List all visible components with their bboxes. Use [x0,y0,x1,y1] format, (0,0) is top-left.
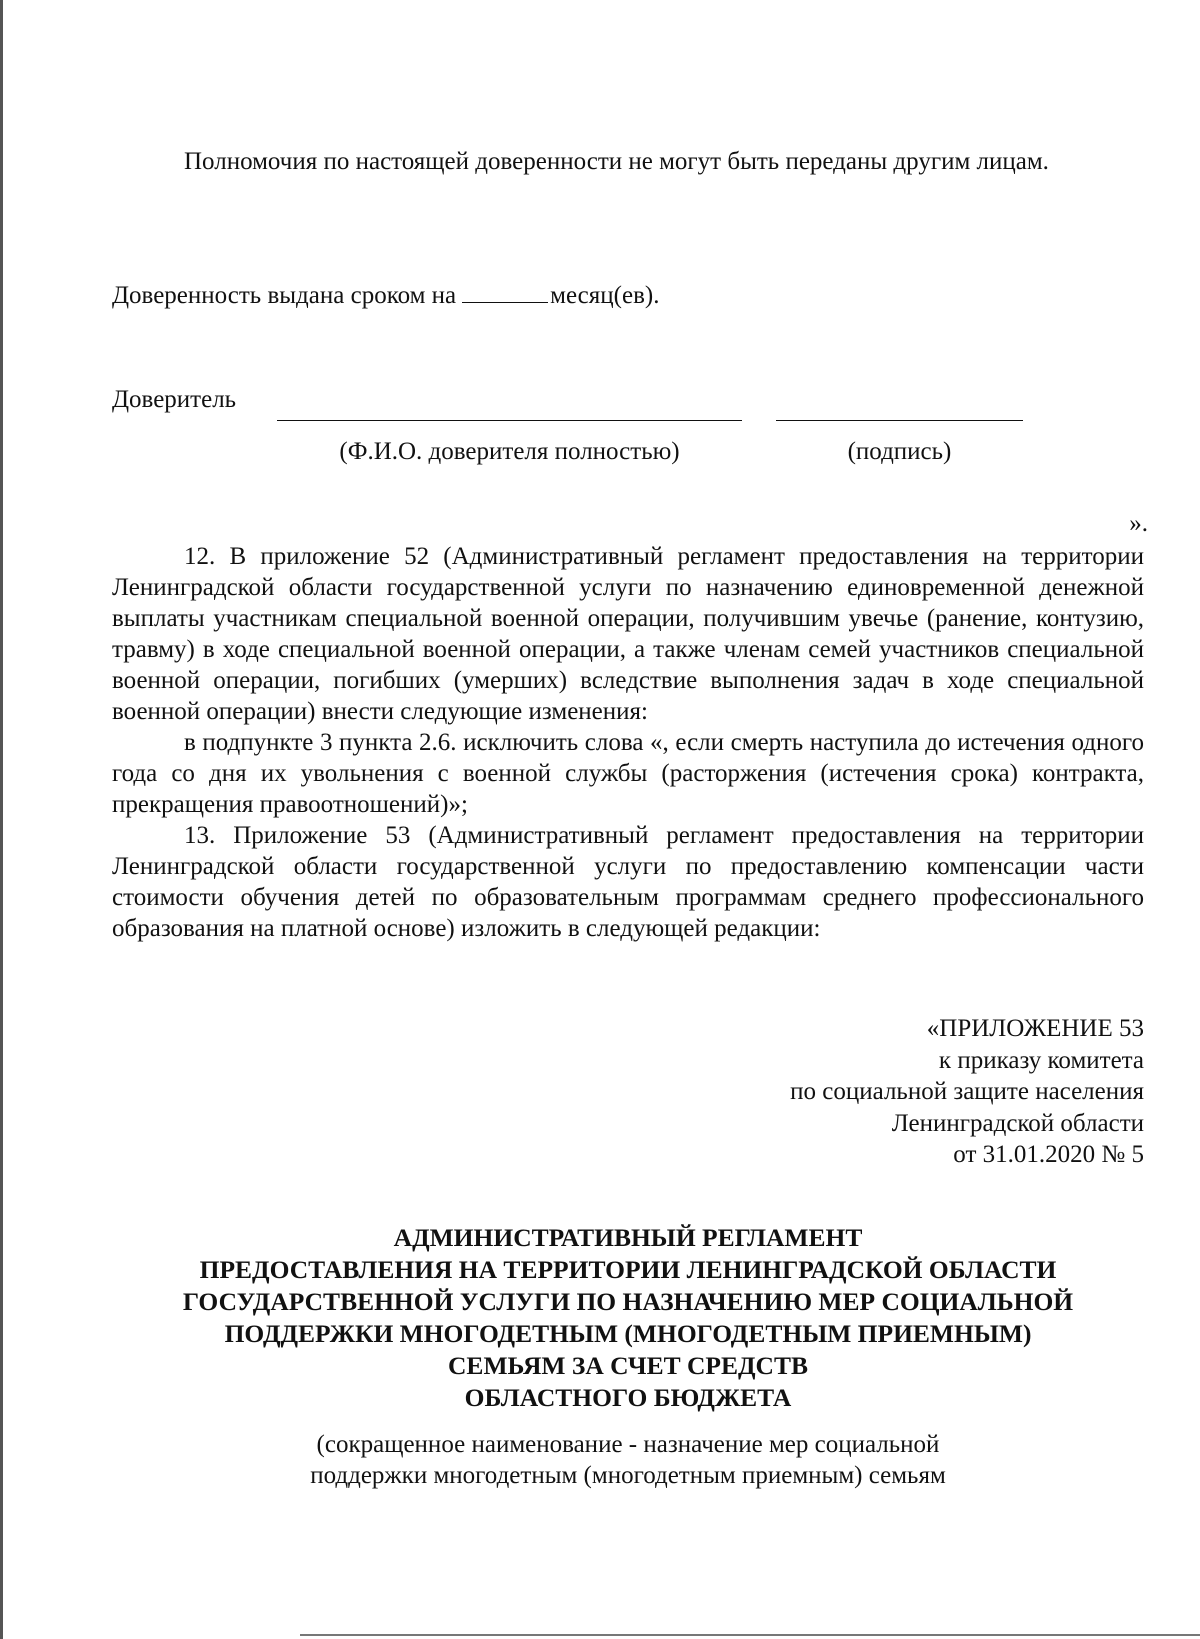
title-line: АДМИНИСТРАТИВНЫЙ РЕГЛАМЕНТ [393,1223,863,1252]
principal-name-line [277,420,742,421]
annex-line: к приказу комитета [938,1046,1144,1074]
principal-label: Доверитель [112,386,237,413]
principal-name-caption: (Ф.И.О. доверителя полностью) [339,438,680,465]
term-line [112,280,659,311]
short-name-line: поддержки многодетным (многодетным приемным) семьям [310,1462,946,1489]
scan-edge-left [0,0,3,1639]
title-line: СЕМЬЯМ ЗА СЧЕТ СРЕДСТВ [448,1351,808,1380]
item-12-paragraph: 12. В приложение 52 (Административный регламент предоставления на территории Ленинградской области государственной услуги по назначению единовременной денежной выплаты участникам специальной военной операции, получившим увечье (ранение, контузию, травму) в ходе специальной военной операции, а также членам семей участников специальной военной операции, погибших (умерших) вследствие выполнения задач в ходе специальной военной операции) внести следующие изменения: [112,543,1144,725]
term-text-before: Доверенность выдана сроком на [112,282,457,309]
authority-text: Полномочия по настоящей доверенности не могут быть переданы другим лицам. [184,148,1049,175]
term-text-after: месяц(ев). [550,282,660,309]
item-13-paragraph: 13. Приложение 53 (Административный регламент предоставления на территории Ленинградской области государственной услуги по предоставлению компенсации части стоимости обучения детей по образовательным программам среднего профессионального образования на платной основе) изложить в следующей редакции: [112,822,1144,942]
principal-signature-caption: (подпись) [847,438,952,465]
amendments-section [112,541,1144,944]
short-name-block [112,1429,1144,1491]
annex-line: «ПРИЛОЖЕНИЕ 53 [926,1015,1144,1042]
regulation-title [112,1222,1144,1414]
title-line: ГОСУДАРСТВЕННОЙ УСЛУГИ ПО НАЗНАЧЕНИЮ МЕР СОЦИАЛЬНОЙ [182,1287,1074,1316]
annex-line: от 31.01.2020 № 5 [953,1141,1144,1168]
title-line: ПОДДЕРЖКИ МНОГОДЕТНЫМ (МНОГОДЕТНЫМ ПРИЕМНЫМ) [224,1319,1032,1348]
authority-paragraph [112,146,1144,177]
principal-signature-line [776,420,1023,421]
annex-header [790,1013,1144,1171]
closing-quote: ». [1129,510,1148,537]
annex-line: по социальной защите населения [790,1078,1144,1105]
title-line: ПРЕДОСТАВЛЕНИЯ НА ТЕРРИТОРИИ ЛЕНИНГРАДСКОЙ ОБЛАСТИ [199,1255,1057,1284]
title-line: ОБЛАСТНОГО БЮДЖЕТА [464,1383,792,1412]
scan-edge-bottom [300,1634,1200,1636]
item-12-subparagraph: в подпункте 3 пункта 2.6. исключить слова «, если смерть наступила до истечения одного года со дня их увольнения с военной службы (расторжения (истечения срока) контракта, прекращения правоотношений)»; [112,729,1144,818]
term-blank-field [462,280,548,303]
annex-line: Ленинградской области [891,1109,1144,1137]
short-name-line: (сокращенное наименование - назначение мер социальной [316,1431,940,1458]
